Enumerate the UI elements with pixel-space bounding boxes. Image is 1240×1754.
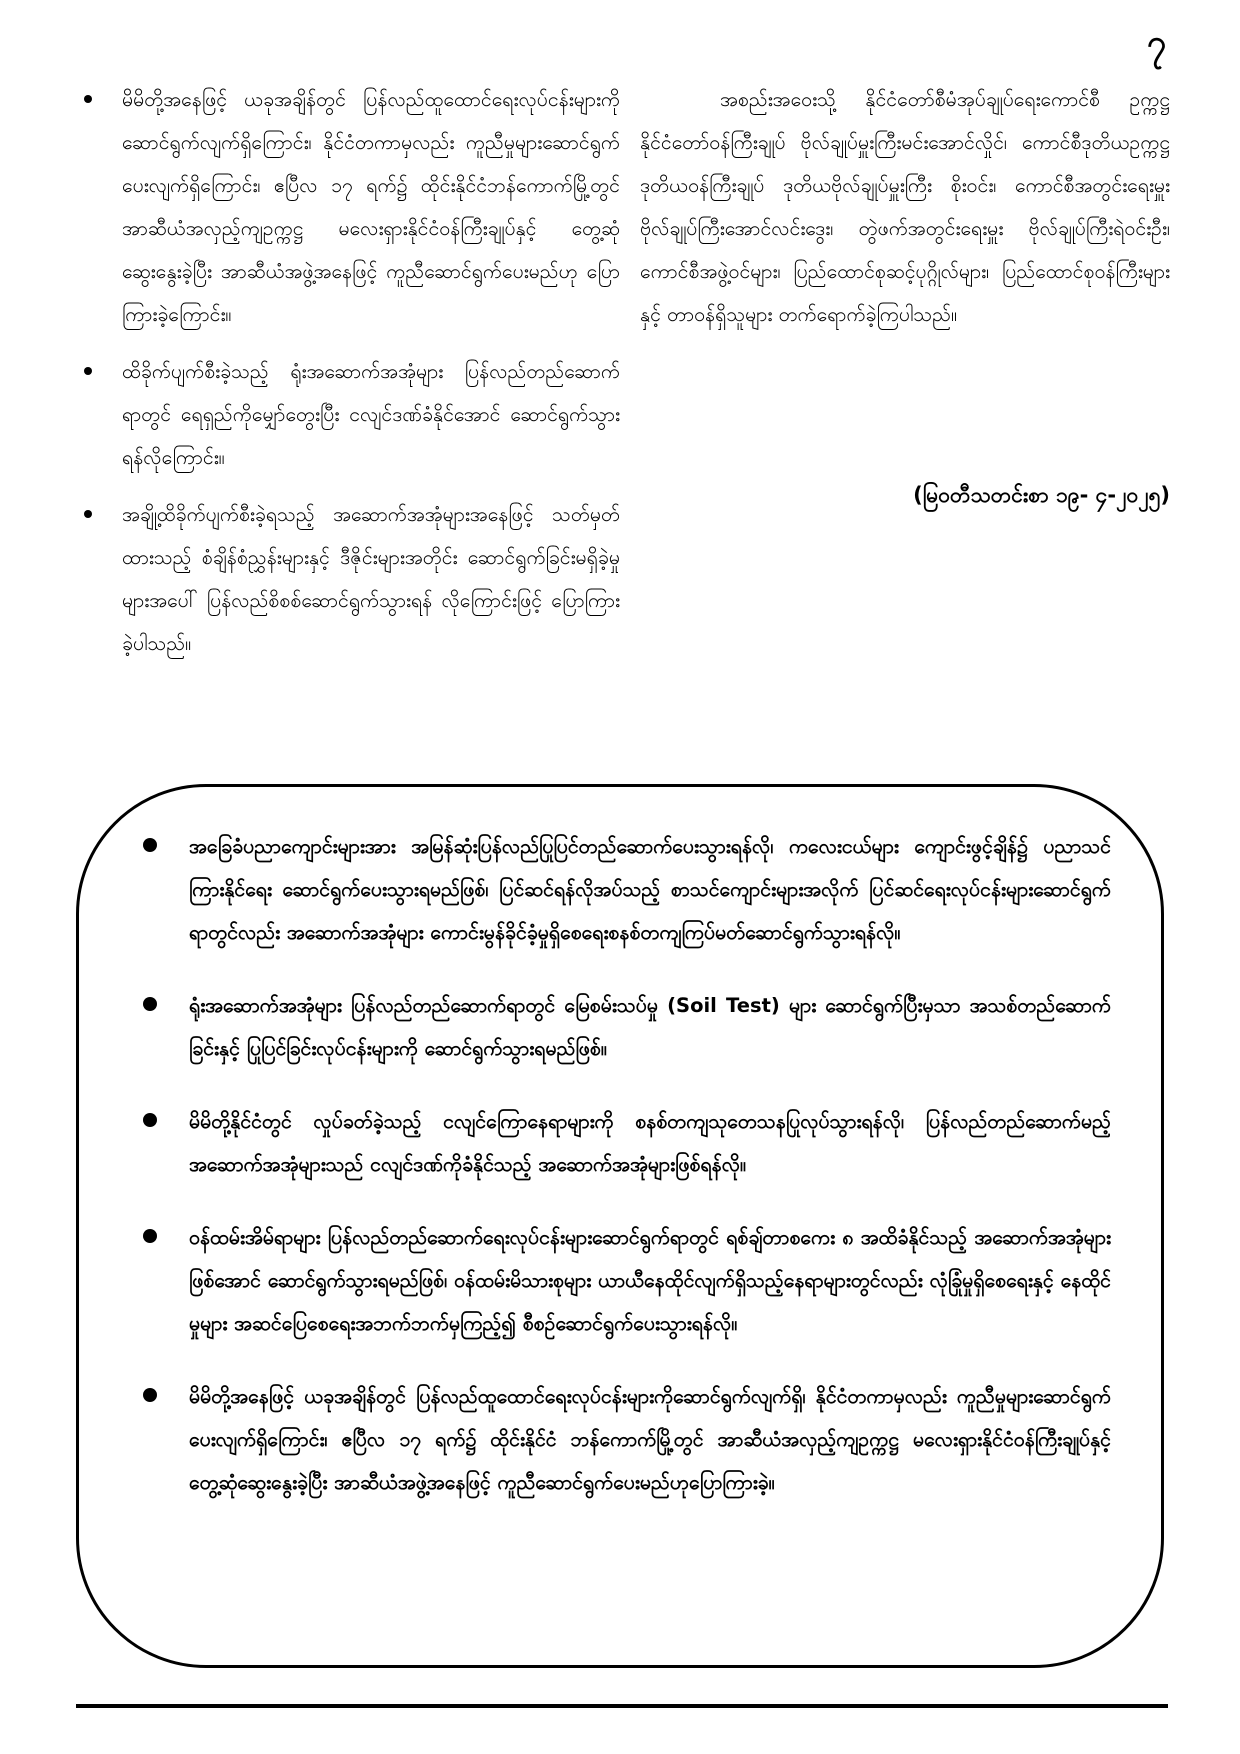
- list-item-text: အခြေခံပညာကျောင်းများအား အမြန်ဆုံးပြန်လည်ပြုပြင်တည်ဆောက်ပေးသွားရန်လို၊ ကလေးငယ်များ ကျောင်းဖွင့်ချိန်၌ ပညာသင်ကြားနိုင်ရေး ဆောင်ရွက်ပေးသွားရမည်ဖြစ်၊ ပြင်ဆင်ရန်လိုအပ်သည့် စာသင်ကျောင်းများအလိုက် ပြင်ဆင်ရေးလုပ်ငန်းများဆောင်ရွက်ရာတွင်လည်း အဆောက်အအုံများ ကောင်းမွန်ခိုင်ခံ့မှုရှိစေရေးစနစ်တကျကြပ်မတ်ဆောင်ရွက်သွားရန်လို။: [189, 835, 1111, 944]
- bullet-icon: [84, 510, 92, 518]
- left-column: [70, 78, 620, 679]
- list-item: [137, 1375, 1111, 1504]
- list-item-text: ရုံးအဆောက်အအုံများ ပြန်လည်တည်ဆောက်ရာတွင် မြေစမ်းသပ်မှု (Soil Test) များ ဆောင်ရွက်ပြီးမှသာ အသစ်တည်ဆောက်ခြင်းနှင့် ပြုပြင်ခြင်းလုပ်ငန်းများကို ဆောင်ရွက်သွားရမည်ဖြစ်။: [189, 994, 1111, 1060]
- news-source-citation: (မြဝတီသတင်းစာ ၁၉- ၄-၂၀၂၅): [913, 483, 1170, 507]
- attendees-paragraph: အစည်းအဝေးသို့ နိုင်ငံတော်စီမံအုပ်ချုပ်ရေးကောင်စီ ဥက္ကဋ္ဌ နိုင်ငံတော်ဝန်ကြီးချုပ် ဗိုလ်ချုပ်မှူးကြီးမင်းအောင်လှိုင်၊ ကောင်စီဒုတိယဥက္ကဋ္ဌ ဒုတိယဝန်ကြီးချုပ် ဒုတိယဗိုလ်ချုပ်မှူးကြီး စိုးဝင်း၊ ကောင်စီအတွင်းရေးမှူး ဗိုလ်ချုပ်ကြီးအောင်လင်းဒွေး၊ တွဲဖက်အတွင်းရေးမှူး ဗိုလ်ချုပ်ကြီးရဲဝင်းဦး၊ ကောင်စီအဖွဲ့ဝင်များ၊ ပြည်ထောင်စုဆင့်ပုဂ္ဂိုလ်များ၊ ပြည်ထောင်စုဝန်ကြီးများနှင့် တာဝန်ရှိသူများ တက်ရောက်ခဲ့ကြပါသည်။: [640, 88, 1170, 326]
- bullet-icon: [143, 1229, 157, 1243]
- list-item-text: မိမိတို့နိုင်ငံတွင် လှုပ်ခတ်ခဲ့သည့် ငလျင်ကြောနေရာများကို စနစ်တကျသုတေသနပြုလုပ်သွားရန်လို၊ ပြန်လည်တည်ဆောက်မည့် အဆောက်အအုံများသည် ငလျင်ဒဏ်ကိုခံနိုင်သည့် အဆောက်အအုံများဖြစ်ရန်လို။: [189, 1110, 1111, 1176]
- bullet-icon: [84, 367, 92, 375]
- list-item: [70, 493, 620, 665]
- footer-rule: [76, 1704, 1168, 1708]
- bullet-icon: [143, 838, 157, 852]
- bullet-icon: [143, 1113, 157, 1127]
- page-number: ၇: [1146, 23, 1166, 63]
- list-item-text: မိမိတို့အနေဖြင့် ယခုအချိန်တွင် ပြန်လည်ထူထောင်ရေးလုပ်ငန်းများကို ဆောင်ရွက်လျက်ရှိကြောင်း၊ နိုင်ငံတကာမှလည်း ကူညီမှုများဆောင်ရွက်ပေးလျက်ရှိကြောင်း၊ ဧပြီလ ၁၇ ရက်၌ ထိုင်းနိုင်ငံဘန်ကောက်မြို့တွင် အာဆီယံအလှည့်ကျဥက္ကဋ္ဌ မလေးရှားနိုင်ငံဝန်ကြီးချုပ်နှင့် တွေ့ဆုံဆွေးနွေးခဲ့ပြီး အာဆီယံအဖွဲ့အနေဖြင့် ကူညီဆောင်ရွက်ပေးမည်ဟု ပြောကြားခဲ့ကြောင်း။: [122, 88, 620, 326]
- bullet-icon: [143, 997, 157, 1011]
- list-item: [70, 78, 620, 336]
- list-item: [137, 984, 1111, 1070]
- bullet-icon: [84, 95, 92, 103]
- highlight-box: [76, 784, 1164, 1668]
- right-column: [640, 78, 1170, 336]
- left-bullet-list: [70, 78, 620, 665]
- list-item: [137, 1216, 1111, 1345]
- list-item: [137, 1100, 1111, 1186]
- list-item-text: အချို့ထိခိုက်ပျက်စီးခဲ့ရသည့် အဆောက်အအုံများအနေဖြင့် သတ်မှတ်ထားသည့် စံချိန်စံညွှန်းများနှင့် ဒီဇိုင်းများအတိုင်း ဆောင်ရွက်ခြင်းမရှိခဲ့မှုများအပေါ် ပြန်လည်စိစစ်ဆောင်ရွက်သွားရန် လိုကြောင်းဖြင့် ပြောကြားခဲ့ပါသည်။: [122, 503, 620, 655]
- list-item: [70, 350, 620, 479]
- bullet-icon: [143, 1388, 157, 1402]
- box-bullet-list: [79, 787, 1161, 1504]
- list-item: [137, 825, 1111, 954]
- list-item-text: ဝန်ထမ်းအိမ်ရာများ ပြန်လည်တည်ဆောက်ရေးလုပ်ငန်းများဆောင်ရွက်ရာတွင် ရစ်ချ်တာစကေး ၈ အထိခံနိုင်သည့် အဆောက်အအုံများဖြစ်အောင် ဆောင်ရွက်သွားရမည်ဖြစ်၊ ဝန်ထမ်းမိသားစုများ ယာယီနေထိုင်လျက်ရှိသည့်နေရာများတွင်လည်း လုံခြုံမှုရှိစေရေးနှင့် နေထိုင်မှုများ အဆင်ပြေစေရေးအဘက်ဘက်မှကြည့်၍ စီစဉ်ဆောင်ရွက်ပေးသွားရန်လို။: [189, 1226, 1111, 1335]
- list-item-text: ထိခိုက်ပျက်စီးခဲ့သည့် ရုံးအဆောက်အအုံများ ပြန်လည်တည်ဆောက်ရာတွင် ရေရှည်ကိုမျှော်တွေးပြီး ငလျင်ဒဏ်ခံနိုင်အောင် ဆောင်ရွက်သွားရန်လိုကြောင်း။: [122, 360, 620, 469]
- list-item-text: မိမိတို့အနေဖြင့် ယခုအချိန်တွင် ပြန်လည်ထူထောင်ရေးလုပ်ငန်းများကိုဆောင်ရွက်လျက်ရှိ၊ နိုင်ငံတကာမှလည်း ကူညီမှုများဆောင်ရွက်ပေးလျက်ရှိကြောင်း၊ ဧပြီလ ၁၇ ရက်၌ ထိုင်းနိုင်ငံ ဘန်ကောက်မြို့တွင် အာဆီယံအလှည့်ကျဥက္ကဋ္ဌ မလေးရှားနိုင်ငံဝန်ကြီးချုပ်နှင့် တွေ့ဆုံဆွေးနွေးခဲ့ပြီး အာဆီယံအဖွဲ့အနေဖြင့် ကူညီဆောင်ရွက်ပေးမည်ဟုပြောကြားခဲ့။: [189, 1385, 1111, 1494]
